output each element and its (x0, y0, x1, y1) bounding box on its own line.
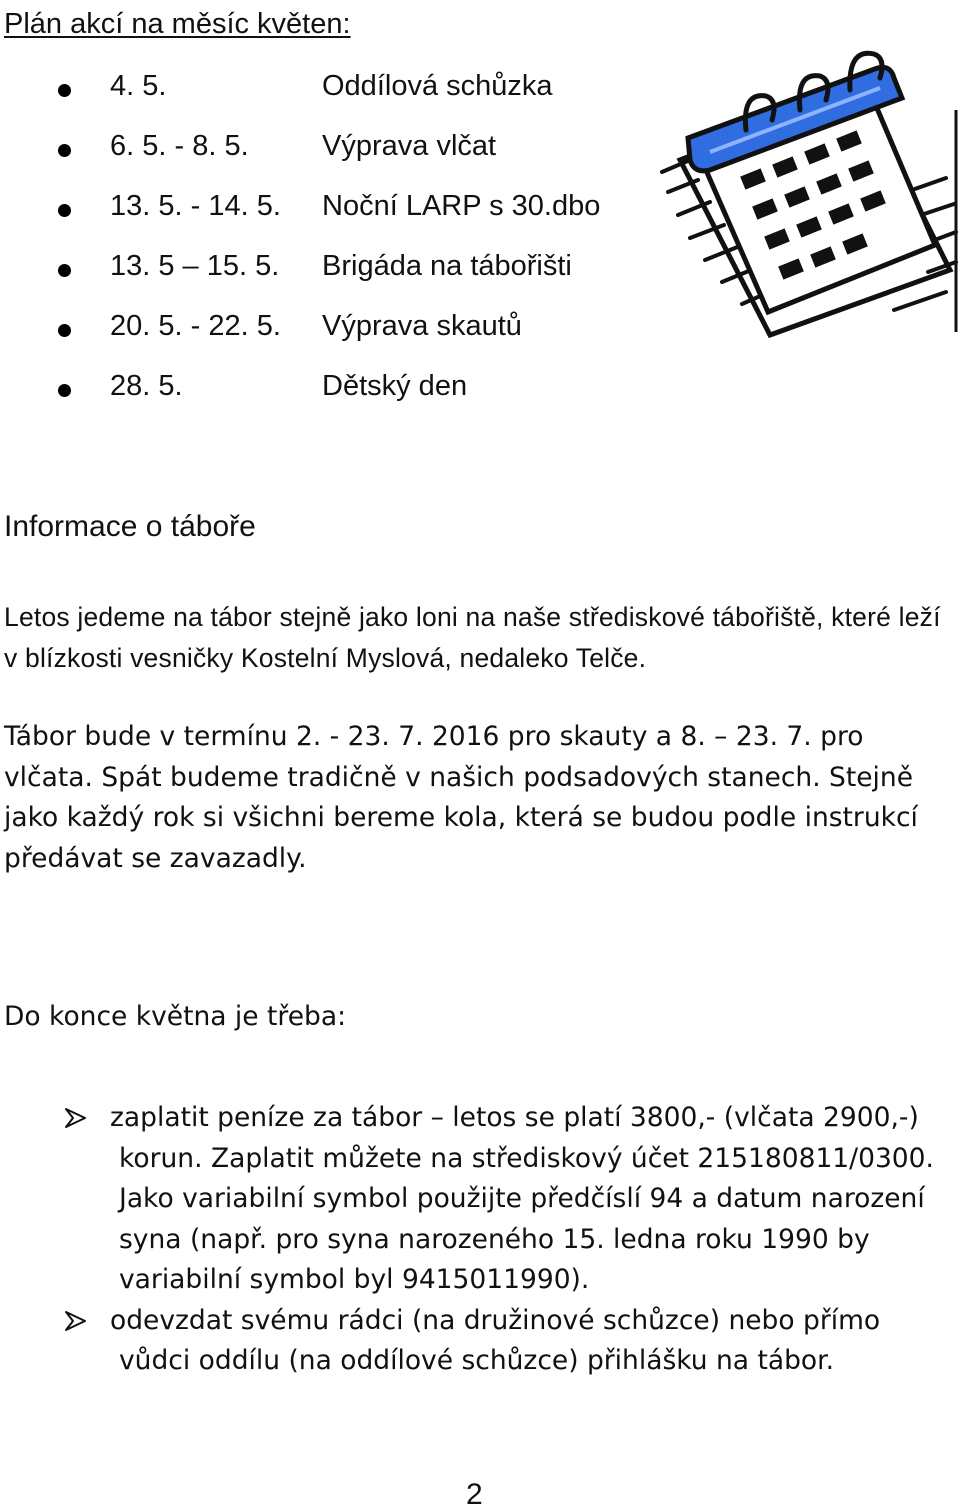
event-list (0, 66, 640, 426)
list-item (0, 1098, 950, 1301)
list-item (0, 306, 640, 366)
event-date: 4. 5. (110, 70, 167, 102)
list-item (0, 186, 640, 246)
list-item (0, 126, 640, 186)
event-name: Noční LARP s 30.dbo (322, 190, 601, 222)
event-name: Výprava vlčat (322, 130, 497, 162)
camp-heading: Informace o táboře (4, 510, 256, 543)
event-date: 13. 5 – 15. 5. (110, 250, 280, 282)
event-name: Brigáda na tábořišti (322, 250, 572, 282)
list-item (0, 1301, 950, 1382)
todo-item-first-line: zaplatit peníze za tábor – letos se platí 3800,- (vlčata 2900,-) (110, 1102, 919, 1133)
event-date: 20. 5. - 22. 5. (110, 310, 281, 342)
list-item (0, 246, 640, 306)
todo-heading: Do konce května je třeba: (4, 1001, 347, 1032)
bullet-icon (58, 264, 71, 277)
todo-item-continuation: korun. Zaplatit můžete na střediskový účet 215180811/0300. Jako variabilní symbol použijte předčíslí 94 a datum narození syna (např. pro syna narozeného 15. ledna roku 1990 by variabilní symbol byl 9415011990). (119, 1142, 934, 1295)
event-name: Výprava skautů (322, 310, 522, 342)
event-name: Oddílová schůzka (322, 70, 553, 102)
bullet-icon (58, 144, 71, 157)
event-date: 13. 5. - 14. 5. (110, 190, 281, 222)
event-name: Dětský den (322, 370, 468, 402)
calendar-icon (650, 20, 960, 340)
event-date: 6. 5. - 8. 5. (110, 130, 249, 162)
plan-title: Plán akcí na měsíc květen: (4, 8, 351, 40)
camp-location-paragraph: Letos jedeme na tábor stejně jako loni na naše střediskové tábořiště, které leží v blízkosti vesničky Kostelní Myslová, nedaleko Telče. (4, 602, 941, 673)
todo-item-first-line: odevzdat svému rádci (na družinové schůzce) nebo přímo (110, 1304, 881, 1336)
list-item (0, 66, 640, 126)
list-item (0, 366, 640, 426)
arrow-bullet-icon (64, 1107, 88, 1129)
bullet-icon (58, 84, 71, 97)
arrow-bullet-icon (64, 1310, 88, 1332)
bullet-icon (58, 204, 71, 217)
page-number: 2 (466, 1478, 483, 1511)
bullet-icon (58, 384, 71, 397)
todo-list (0, 1098, 950, 1382)
event-date: 28. 5. (110, 370, 183, 402)
bullet-icon (58, 324, 71, 337)
todo-item-continuation: vůdci oddílu (na oddílové schůzce) přihlášku na tábor. (119, 1345, 835, 1376)
camp-dates-paragraph: Tábor bude v termínu 2. - 23. 7. 2016 pro skauty a 8. – 23. 7. pro vlčata. Spát budeme tradičně v našich podsadových stanech. Stejně jako každý rok si všichni bereme kola, která se budou podle instrukcí předávat se zavazadly. (4, 721, 918, 874)
